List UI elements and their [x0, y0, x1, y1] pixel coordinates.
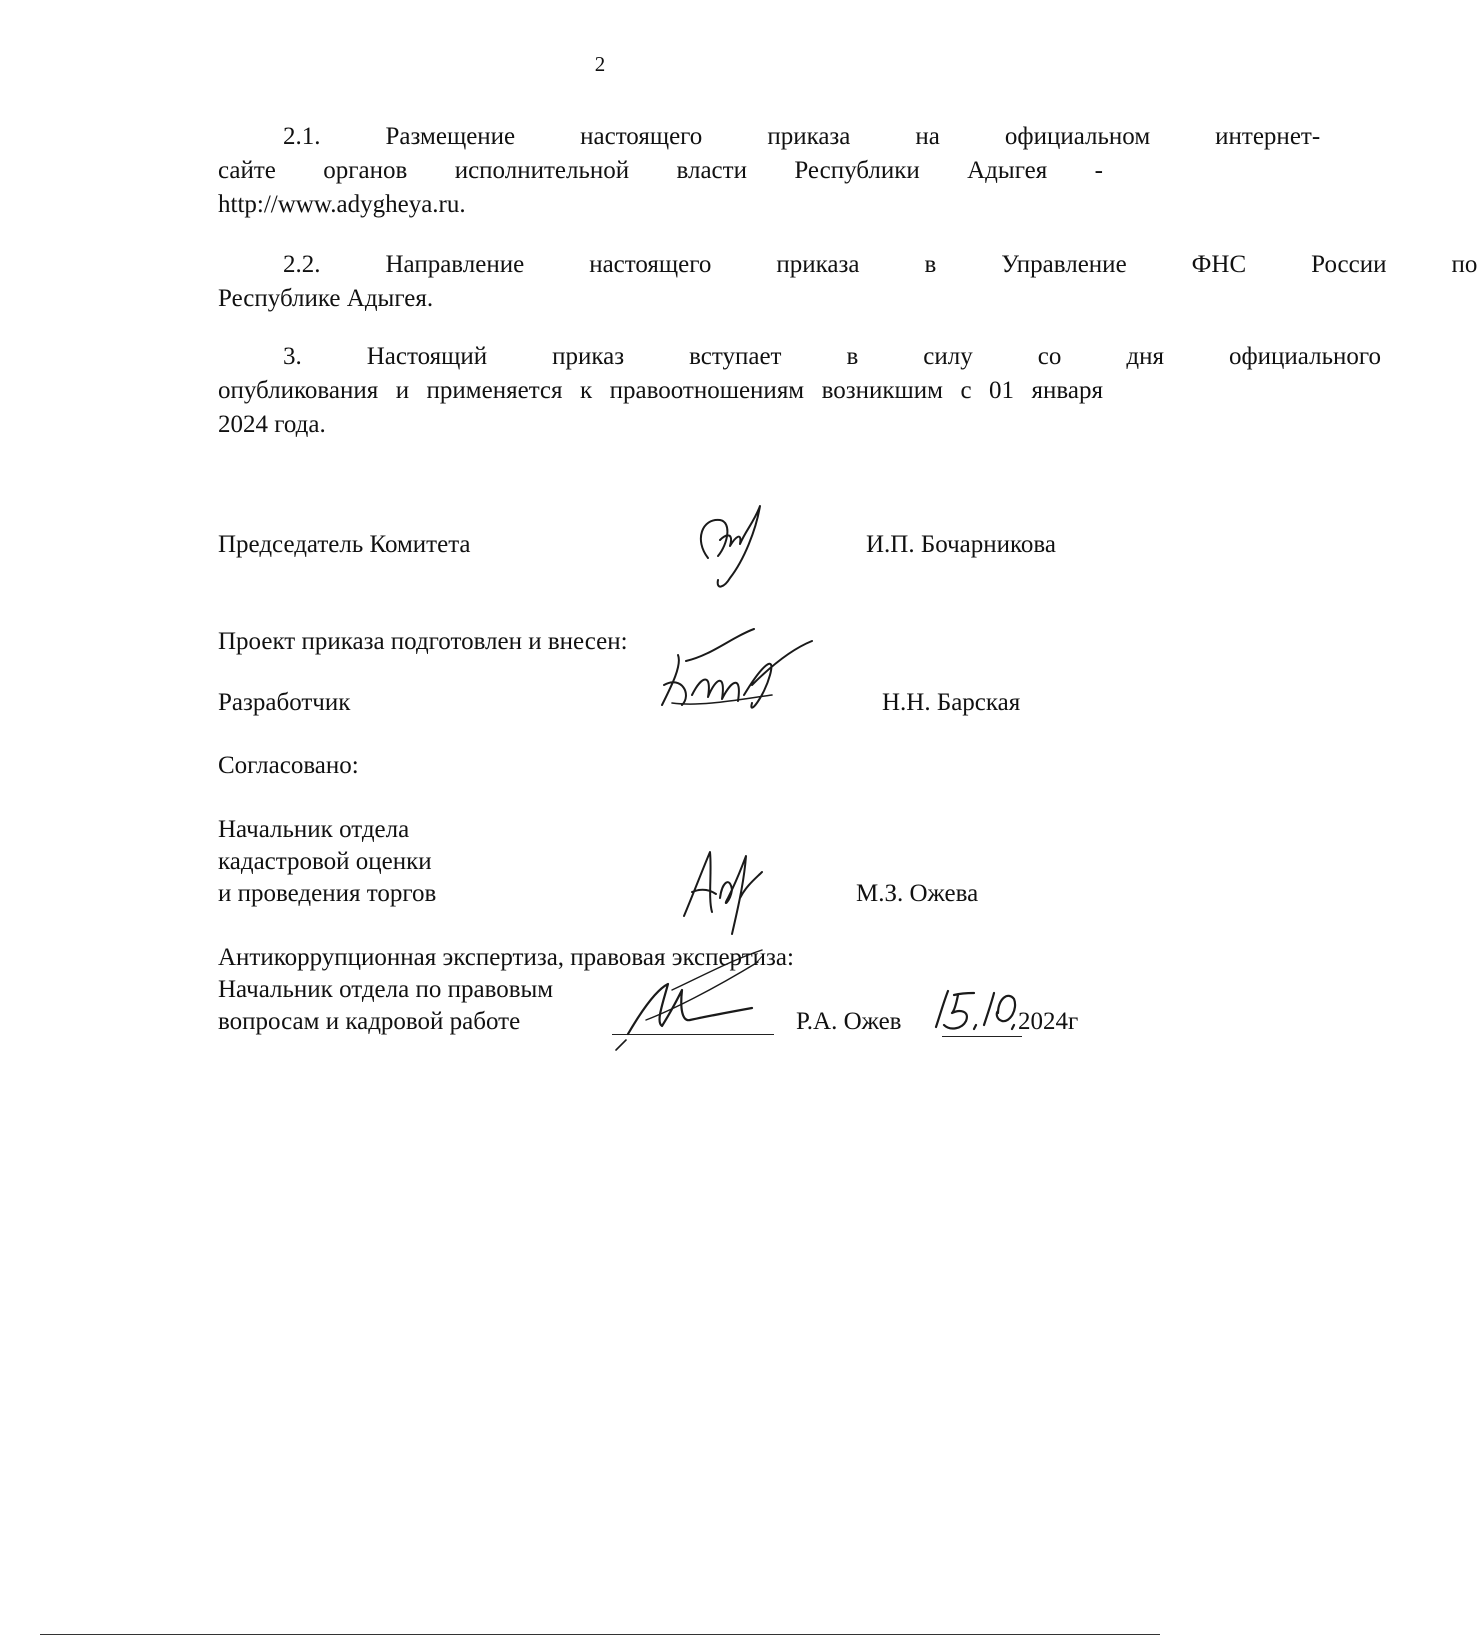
- word: Направление: [385, 251, 525, 278]
- word: приказа: [776, 251, 860, 278]
- word: власти: [676, 157, 747, 184]
- word: возникшим: [821, 377, 943, 404]
- word: в: [924, 251, 937, 278]
- word: 01: [989, 377, 1015, 404]
- page-number: 2: [594, 52, 606, 76]
- clause-line: [218, 374, 1103, 408]
- word: 2.2.: [283, 251, 321, 278]
- word: официального: [1228, 343, 1382, 370]
- head-legal-position-line-2: вопросам и кадровой работе: [218, 1008, 521, 1035]
- clause-line: [218, 120, 1321, 154]
- word: Управление: [1001, 251, 1127, 278]
- word: с: [960, 377, 972, 404]
- footer-line: [40, 1634, 1160, 1635]
- word: официальном: [1004, 123, 1151, 150]
- word: 2.1.: [283, 123, 321, 150]
- word: настоящего: [589, 251, 712, 278]
- word: России: [1311, 251, 1387, 278]
- word: Адыгея: [967, 157, 1048, 184]
- chairman-signature: [690, 500, 790, 600]
- clause-line: [218, 154, 1103, 188]
- word: интернет-: [1215, 123, 1321, 150]
- project-prepared-label: Проект приказа подготовлен и внесен:: [218, 628, 628, 655]
- word: -: [1094, 157, 1103, 184]
- clause-line: [218, 248, 1477, 282]
- head-legal-position-line-1: Начальник отдела по правовым: [218, 976, 554, 1003]
- word: вступает: [689, 343, 782, 370]
- head-legal-name: Р.А. Ожев: [796, 1008, 902, 1035]
- word: Республики: [794, 157, 920, 184]
- developer-name: Н.Н. Барская: [882, 689, 1021, 716]
- clause-line: http://www.adygheya.ru.: [218, 191, 466, 218]
- word: по: [1451, 251, 1477, 278]
- head-legal-signature: [612, 950, 782, 1050]
- word: приказа: [767, 123, 851, 150]
- word: настоящего: [580, 123, 703, 150]
- head-cadastral-signature: [676, 842, 776, 942]
- word: дня: [1126, 343, 1164, 370]
- head-cadastral-position-line-1: Начальник отдела: [218, 816, 410, 843]
- clause-2-2: [218, 248, 1477, 316]
- word: Размещение: [385, 123, 516, 150]
- word: и: [395, 377, 410, 404]
- date-year: 2024г: [1018, 1008, 1079, 1035]
- word: января: [1031, 377, 1103, 404]
- clause-line: 2024 года.: [218, 411, 326, 438]
- chairman-name: И.П. Бочарникова: [866, 531, 1056, 558]
- clause-3: [218, 340, 1382, 442]
- word: на: [915, 123, 940, 150]
- word: приказ: [552, 343, 625, 370]
- word: со: [1037, 343, 1062, 370]
- clause-line: Республике Адыгея.: [218, 285, 434, 312]
- word: сайте: [218, 157, 276, 184]
- handwritten-date-text: [948, 1007, 1011, 1037]
- word: силу: [923, 343, 973, 370]
- expertise-label: Антикоррупционная экспертиза, правовая экспертиза:: [218, 944, 794, 971]
- word: применяется: [426, 377, 563, 404]
- word: правоотношениям: [609, 377, 805, 404]
- word: Настоящий: [366, 343, 488, 370]
- clause-2-1: [218, 120, 1321, 222]
- word: к: [580, 377, 593, 404]
- agreed-label: Согласовано:: [218, 752, 359, 779]
- head-cadastral-position-line-3: и проведения торгов: [218, 880, 437, 907]
- chairman-position: Председатель Комитета: [218, 531, 471, 558]
- clause-line: [218, 340, 1382, 374]
- word: ФНС: [1191, 251, 1247, 278]
- word: в: [846, 343, 859, 370]
- developer-position: Разработчик: [218, 689, 351, 716]
- word: органов: [323, 157, 408, 184]
- word: опубликования: [218, 377, 379, 404]
- word: 3.: [283, 343, 302, 370]
- developer-signature: [652, 625, 822, 725]
- head-cadastral-name: М.З. Ожева: [856, 880, 979, 907]
- word: исполнительной: [454, 157, 630, 184]
- head-cadastral-position-line-2: кадастровой оценки: [218, 848, 432, 875]
